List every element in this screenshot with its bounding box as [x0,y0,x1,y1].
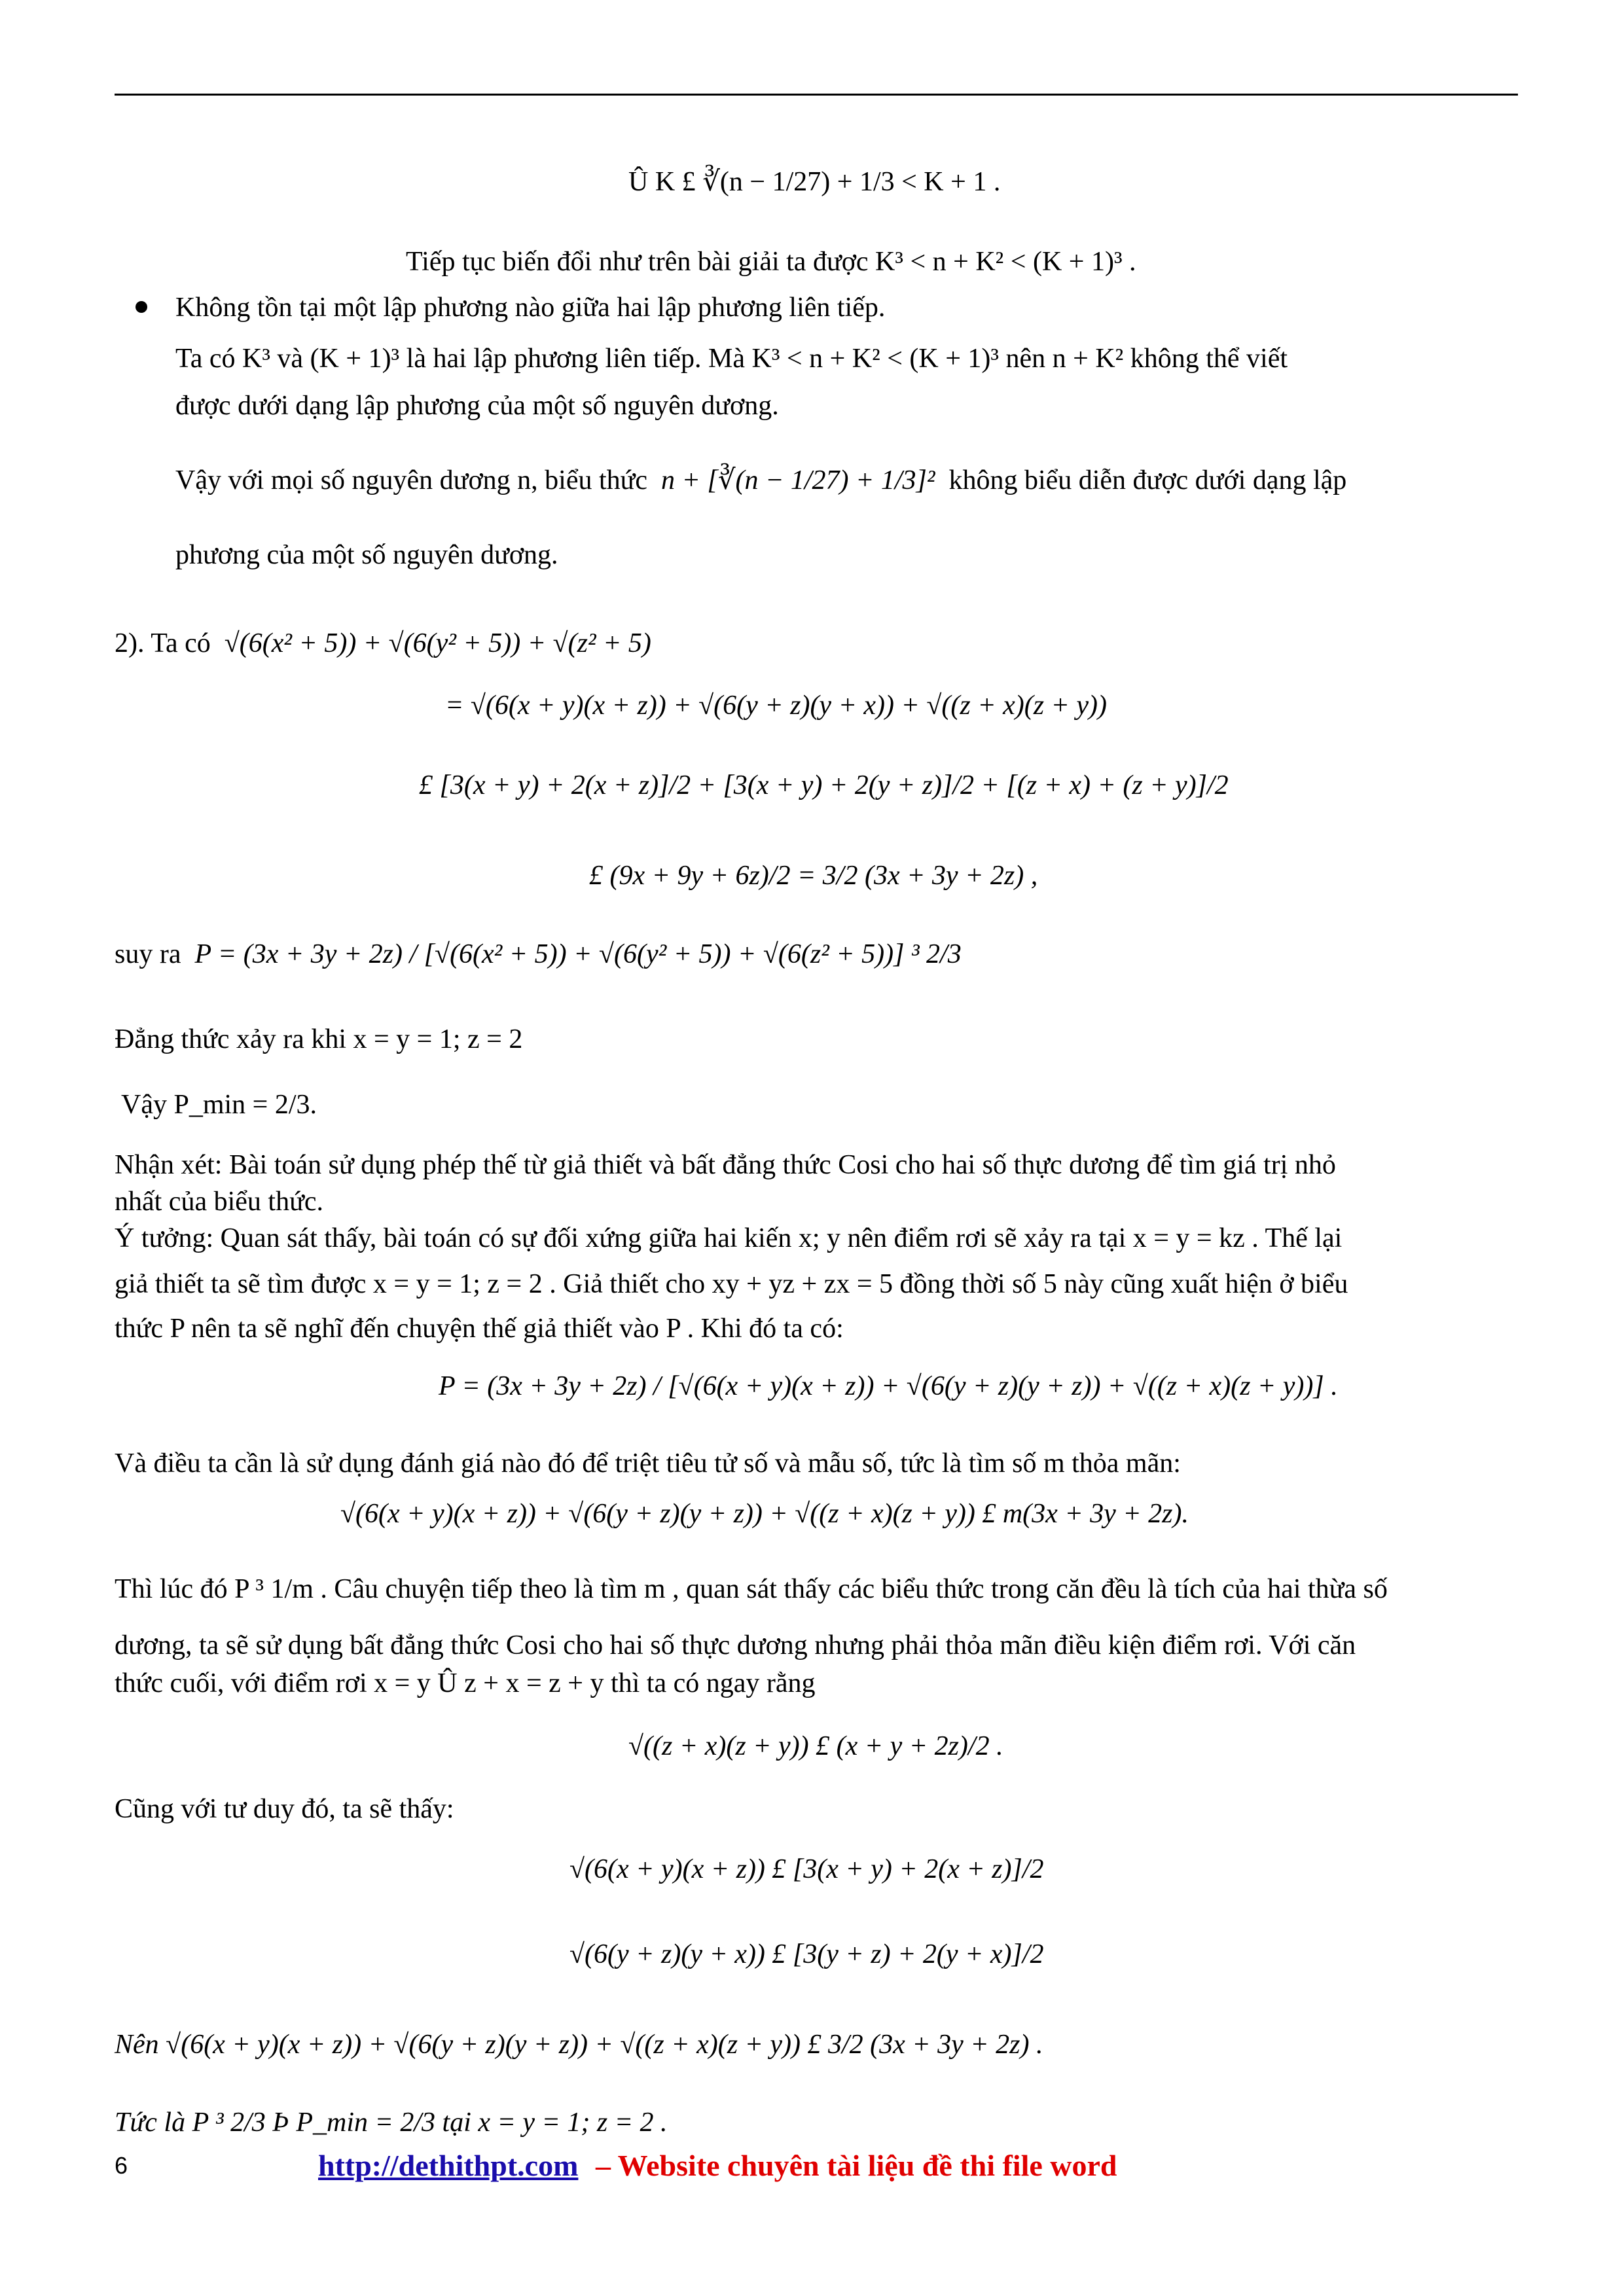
math-expression: √(6(x + y)(x + z)) £ [3(x + y) + 2(x + z)]/2 [569,1854,1044,1884]
eq-line-2 [445,687,1107,724]
then-line [115,1665,816,1702]
text-line: suy ra [115,939,181,969]
bullet-item [175,289,885,326]
website-link[interactable]: http://dethithpt.com [318,2149,579,2182]
so-line [115,2026,1043,2063]
text-line: Vậy P_min = 2/3. [121,1090,317,1120]
conclusion-line [115,2104,668,2141]
idea-line [115,1220,1342,1257]
eq-line-1 [115,625,651,662]
text-line: giả thiết ta sẽ tìm được x = y = 1; z = 2 . Giả thiết cho xy + yz + zx = 5 đồng thời số 5 này cũng xuất hiện ở biểu [115,1269,1348,1299]
bullet-icon [135,301,147,313]
equality-line [115,1021,522,1058]
math-expression: £ [3(x + y) + 2(x + z)]/2 + [3(x + y) + 2(y + z)]/2 + [(z + x) + (z + y)]/2 [419,770,1229,800]
paragraph-line [175,340,1288,377]
eq-line-3 [419,767,1229,804]
text-line: Vậy với mọi số nguyên dương n, biểu thức [175,465,648,495]
bullet-text: Không tồn tại một lập phương nào giữa hai lập phương liên tiếp. [175,293,886,323]
footer-tagline: – Website chuyên tài liệu đề thi file word [596,2149,1117,2182]
text-line: không biểu diễn được dưới dạng lập [948,465,1347,495]
math-expression: Û K £ ∛(n − 1/27) + 1/3 < K + 1 . [628,167,1001,197]
cube-root-inequality [628,164,1000,200]
math-expression: √(6(x² + 5)) + √(6(y² + 5)) + √(z² + 5) [224,628,651,658]
suy-ra-line [115,936,962,973]
math-expression: = √(6(x + y)(x + z)) + √(6(y + z)(y + x)) + √((z + x)(z + y)) [445,691,1107,721]
idea-line [115,1310,844,1347]
math-expression: √(6(y + z)(y + x)) £ [3(y + z) + 2(y + x)]/2 [569,1939,1044,1969]
text-line: Thì lúc đó P ³ 1/m . Câu chuyện tiếp theo là tìm m , quan sát thấy các biểu thức trong căn đều là tích của hai thừa số [115,1574,1388,1604]
text-line: Tiếp tục biến đổi như trên bài giải ta được K³ < n + K² < (K + 1)³ . [406,247,1136,277]
then-line [115,1571,1388,1607]
math-expression: √((z + x)(z + y)) £ (x + y + 2z)/2 . [628,1731,1003,1761]
text-line: dương, ta sẽ sử dụng bất đẳng thức Cosi cho hai số thực dương nhưng phải thỏa mãn điều kiện điểm rơi. Với căn [115,1630,1356,1660]
math-expression: n + [∛(n − 1/27) + 1/3]² [661,465,935,495]
math-expression: Nên √(6(x + y)(x + z)) + √(6(y + z)(y + z)) + √((z + x)(z + y)) £ 3/2 (3x + 3y + 2z) . [115,2030,1043,2060]
text-line: Nhận xét: Bài toán sử dụng phép thế từ giả thiết và bất đẳng thức Cosi cho hai số thực dương để tìm giá trị nhỏ [115,1150,1336,1180]
text-line: thức cuối, với điểm rơi x = y Û z + x = z + y thì ta có ngay rằng [115,1668,816,1698]
text-line: Cũng với tư duy đó, ta sẽ thấy: [115,1794,454,1824]
math-expression: £ (9x + 9y + 6z)/2 = 3/2 (3x + 3y + 2z) , [589,861,1038,891]
text-line: Đẳng thức xảy ra khi x = y = 1; z = 2 [115,1024,523,1054]
text-line: 2). Ta có [115,628,211,658]
remark-line [115,1183,323,1220]
cosi-2 [569,1936,1044,1973]
text-line: thức P nên ta sẽ nghĩ đến chuyện thế giả thiết vào P . Khi đó ta có: [115,1314,844,1344]
text-line: nhất của biểu thức. [115,1187,323,1217]
m-expression [340,1496,1189,1532]
math-expression: P = (3x + 3y + 2z) / [√(6(x² + 5)) + √(6(y² + 5)) + √(6(z² + 5))] ³ 2/3 [194,939,962,969]
min-line [121,1086,317,1123]
text-line: phương của một số nguyên dương. [175,540,558,570]
p-expression [439,1368,1338,1405]
header-rule [115,94,1518,96]
cosi-last [628,1728,1003,1765]
text-line: Ta có K³ và (K + 1)³ là hai lập phương liên tiếp. Mà K³ < n + K² < (K + 1)³ nên n + K² không thể viết [175,344,1288,374]
math-expression: √(6(x + y)(x + z)) + √(6(y + z)(y + z)) + √((z + x)(z + y)) £ m(3x + 3y + 2z). [340,1499,1189,1529]
similar-line [115,1791,454,1827]
paragraph-line [175,462,1346,499]
text-line: Và điều ta cần là sử dụng đánh giá nào đó để triệt tiêu tử số và mẫu số, tức là tìm số m thỏa mãn: [115,1448,1181,1479]
continue-line [406,243,1136,280]
eq-line-4 [589,857,1038,894]
math-expression: P = (3x + 3y + 2z) / [√(6(x + y)(x + z)) + √(6(y + z)(y + z)) + √((z + x)(z + y))] . [439,1371,1338,1401]
paragraph-line [175,537,558,573]
paragraph-line [175,387,779,424]
need-line [115,1445,1181,1482]
then-line [115,1627,1356,1664]
text-line: được dưới dạng lập phương của một số nguyên dương. [175,391,779,421]
text-line: Ý tưởng: Quan sát thấy, bài toán có sự đối xứng giữa hai kiến x; y nên điểm rơi sẽ xảy ra tại x = y = kz . Thế lại [115,1223,1343,1253]
remark-line [115,1147,1336,1183]
idea-line [115,1266,1348,1302]
cosi-1 [569,1851,1044,1888]
page-number: 6 [115,2152,128,2179]
math-expression: Tức là P ³ 2/3 Þ P_min = 2/3 tại x = y = 1; z = 2 . [115,2108,668,2138]
